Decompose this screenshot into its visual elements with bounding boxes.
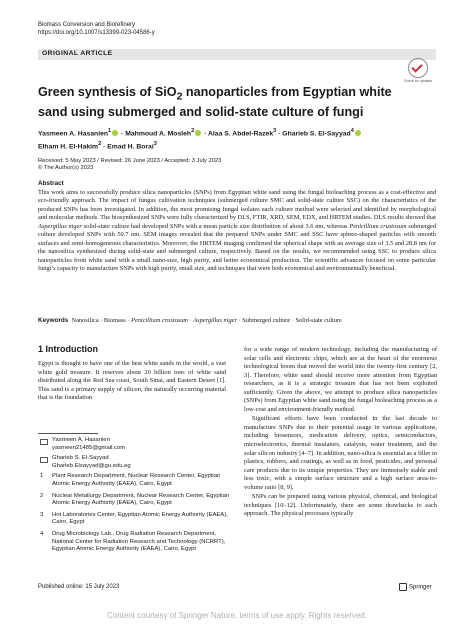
check-updates-icon bbox=[408, 58, 428, 78]
affiliation-text: Plant Research Department, Nuclear Research Center, Egyptian Atomic Energy Authority (EAEA), Cairo, Egypt bbox=[52, 473, 221, 487]
abstract-text: This work aims to successfully produce silica nanoparticles (SNPs) from Egyptian white sand using the fungal bioleaching process as a cost-effective and eco-friendly approach. The impact of fungus cultivation techniques (submerged culture SMC and solid-state culture SSC) on the characteristics of the produced SNPs has been investigated. In addition, the most promising fungal isolates each culture method were selected and identified by morphological and molecular methods. The biosynthesized SNPs were fully characterized by DLS, FTIR, XRD, SEM, EDX, and HRTEM studies. DLS results showed that bbox=[38, 188, 436, 222]
published-date: Published online: 15 July 2023 bbox=[38, 584, 120, 590]
article-dates bbox=[38, 158, 221, 173]
affiliation-ref: 4 bbox=[350, 128, 354, 134]
abstract-species: Aspergillus niger bbox=[38, 222, 82, 230]
affiliation bbox=[38, 531, 230, 554]
affiliation-ref: 3 bbox=[273, 128, 277, 134]
corresponding-name: Gharieb S. El-Sayyad bbox=[52, 455, 109, 462]
affiliation-number: 3 bbox=[40, 511, 44, 518]
article-title bbox=[38, 85, 418, 120]
affiliation-text: Nuclear Metallurgy Department, Nuclear Research Center, Egyptian Atomic Energy Authority (EAEA), Cairo, Egypt bbox=[52, 492, 230, 507]
springer-horse-icon bbox=[399, 583, 407, 591]
keyword-text: · bbox=[187, 317, 194, 324]
affiliation-ref: 2 bbox=[191, 128, 195, 134]
corresponding-author bbox=[38, 455, 230, 470]
envelope-icon bbox=[40, 439, 48, 445]
check-updates-label: Check for updates bbox=[403, 79, 433, 83]
corresponding-author bbox=[38, 437, 230, 452]
envelope-icon bbox=[40, 457, 48, 463]
publisher-name: Springer bbox=[409, 584, 432, 591]
author-name[interactable]: Elham H. El-Hakim bbox=[38, 143, 99, 151]
intro-column-left: Egypt is thought to have one of the best white sands in the world, a vast white gold treasure. It reserves about 20 billion tons of white sand distributed along the Red Sea coast, South Sinai, and Eastern Desert [1]. This sand is a primary supply of silicon, the naturally occurring material that is the foundation bbox=[38, 360, 226, 402]
affiliation-text: Drug Microbiology Lab., Drug Radiation Research Department, National Center for Radiation Research and Technology (NCRRT), Egyptian Atomic Energy Authority (EAEA), Cairo, Egypt bbox=[52, 530, 226, 553]
article-type-label: ORIGINAL ARTICLE bbox=[42, 50, 113, 57]
abstract-text: solid-state culture had developed SNPs with a mean particle size distribution of about 3.6 nm, whereas bbox=[81, 222, 350, 230]
affiliation-ref: 2 bbox=[98, 141, 102, 148]
author-name[interactable]: Yasmeen A. Hasanien bbox=[38, 130, 109, 138]
author-list bbox=[38, 126, 438, 153]
section-heading-introduction: 1 Introduction bbox=[38, 344, 98, 354]
keywords-label: Keywords bbox=[38, 317, 69, 324]
affiliation bbox=[38, 493, 230, 508]
title-subscript: 2 bbox=[176, 90, 183, 103]
corresponding-email[interactable]: yasmeen21485@gmail.com bbox=[52, 444, 126, 451]
affiliation-text: Hot Laboratories Center, Egyptian Atomic Energy Authority (EAEA), Cairo, Egypt bbox=[52, 511, 228, 526]
author-name[interactable]: · Mahmoud A. Mosleh bbox=[119, 130, 192, 138]
author-name[interactable]: · Gharieb S. El-Sayyad bbox=[276, 130, 351, 138]
author-name[interactable]: · Emad H. Borai bbox=[101, 143, 154, 151]
doi-link[interactable]: https://doi.org/10.1007/s13399-023-04586-y bbox=[38, 30, 155, 36]
copyright: © The Author(s) 2023 bbox=[38, 165, 94, 172]
affiliation bbox=[38, 512, 230, 527]
orcid-icon[interactable] bbox=[195, 130, 201, 136]
keyword-text: Aspergillus niger bbox=[193, 317, 237, 324]
affiliation-ref: 3 bbox=[153, 141, 157, 148]
history-dates: Received: 5 May 2023 / Revised: 26 June 2023 / Accepted: 3 July 2023 bbox=[38, 158, 222, 164]
publisher-logo bbox=[399, 583, 432, 591]
keyword-text: Penicillium crustosum bbox=[131, 317, 188, 324]
paragraph: for a wide range of modern technology, including the manufacturing of solar cells and electronic chips, which are at the heart of the enormous technological boom that moved the world into the twenty-first century [2, 3]. Therefore, white sand should receive more attention from Egyptian researchers, as it is a strategic treasure that has not been exploited sufficiently. Given the above, we attempt to produce silica nanoparticles (SNPs) from Egyptian white sand using the fungal bioleaching process as a low-cost and environment-friendly method. bbox=[244, 346, 437, 413]
corresponding-email[interactable]: Gharieb.Elsayyad@gu.edu.eg bbox=[52, 462, 131, 469]
paragraph: Significant efforts have been conducted in the last decade to manufacture SNPs due to their potential usage in various applications, including biosensors, medication delivery, optics, semiconductors, microelectronics, thermal insulators, catalysts, water treatment, and the solar silicon industry [4–7]. In addition, nano-silica is essential as a filler in plastics, rubbers, and coatings, as well as in food, pesticides, and personal care products due to its unique properties. They are immensely stable and less toxic, with a simple surface structure and a high surface area-to-volume ratio [8, 9]. bbox=[244, 415, 437, 491]
affiliation-number: 1 bbox=[40, 473, 44, 480]
check-for-updates-badge[interactable] bbox=[403, 58, 433, 83]
abstract-text: submerged culture developed SNPs with 50.7 nm. SEM images revealed that the prepared SNPs under SMC and SSC have sphere-shaped particles with smooth surfaces and semi-homogeneous characteristics. Moreover, the HRTEM imaging confirmed the spherical shape with an average size of 3.5 and 28.8 nm for the nanosilica synthesized during solid-state and submerged culture, respectively. Based on the results, we recommended using SSC to produce silica nanoparticles from white sand with a small nano-size, high purity, and better economical production. The scientific advances focused on some particular fungi’s capacity to manufacture SNPs with high purity, small size, and techniques that were both economical and environmentally beneficial. bbox=[38, 222, 436, 273]
orcid-icon[interactable] bbox=[355, 130, 361, 136]
title-part: nanoparticles from Egyptian white sand using submerged and solid-state culture of fungi bbox=[38, 85, 392, 119]
orcid-icon[interactable] bbox=[112, 130, 118, 136]
abstract bbox=[38, 180, 436, 274]
corresponding-name: Yasmeen A. Hasanien bbox=[52, 437, 110, 443]
intro-column-right bbox=[244, 346, 437, 519]
courtesy-footer: Content courtesy of Springer Nature, terms of use apply. Rights reserved. bbox=[107, 611, 367, 620]
article-type-banner bbox=[38, 49, 436, 60]
abstract-species: Penicillium crustosum bbox=[349, 222, 407, 230]
footnotes bbox=[38, 437, 230, 558]
paragraph: SNPs can be prepared using various physical, chemical, and biological techniques [10–12]. Unfortunately, there are some drawbacks to each approach. The physical processes typically bbox=[244, 493, 437, 518]
journal-header bbox=[38, 21, 155, 37]
footnote-divider bbox=[38, 433, 98, 434]
affiliation bbox=[38, 473, 230, 488]
keyword-text: · Submerged culture · Solid-state culture bbox=[236, 317, 342, 324]
affiliation-ref: 1 bbox=[108, 128, 112, 134]
keyword-text: Nanosilica · Biomass · bbox=[71, 317, 132, 324]
title-part: Green synthesis of SiO bbox=[38, 85, 177, 99]
affiliation-number: 4 bbox=[40, 530, 44, 537]
journal-name: Biomass Conversion and Biorefinery bbox=[38, 22, 136, 28]
author-name[interactable]: · Alaa S. Abdel-Razek bbox=[202, 130, 274, 138]
affiliation-number: 2 bbox=[40, 492, 44, 499]
abstract-heading: Abstract bbox=[38, 180, 64, 187]
keywords bbox=[38, 317, 436, 324]
